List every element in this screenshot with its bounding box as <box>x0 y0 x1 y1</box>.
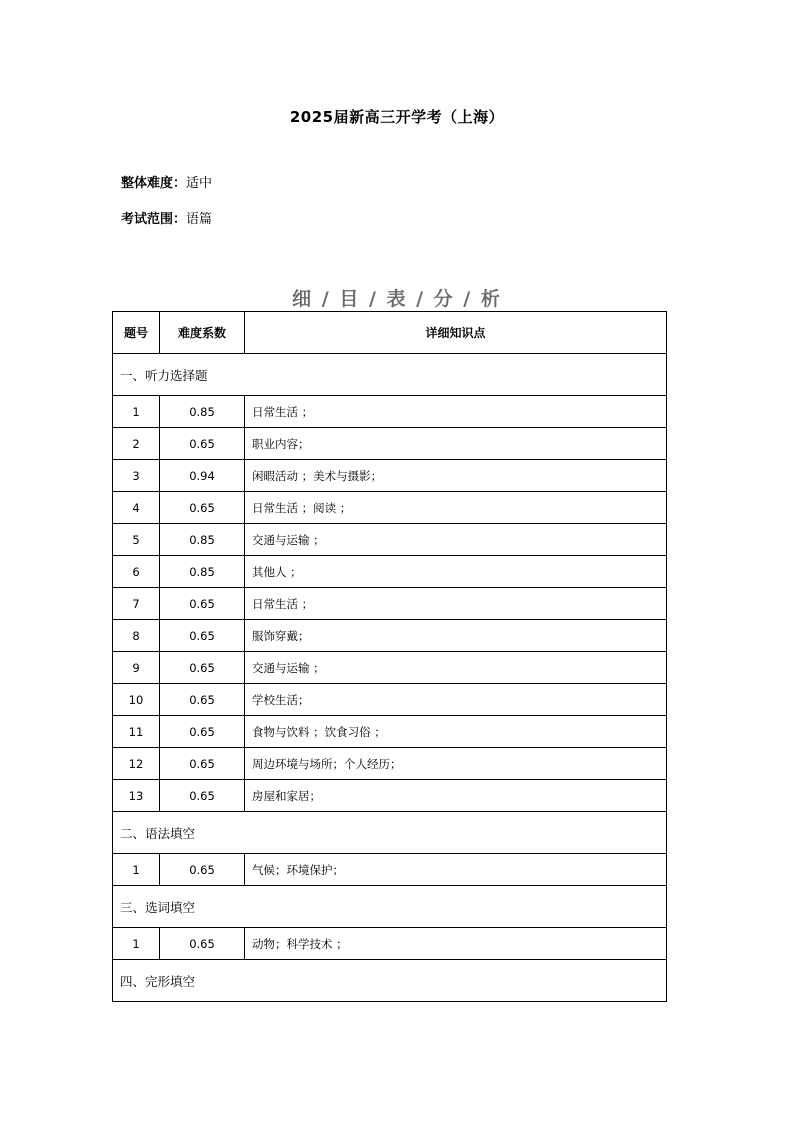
difficulty-coef-cell: 0.65 <box>160 854 245 886</box>
table-row <box>113 556 667 588</box>
knowledge-points-cell: 动物；科学技术 ； <box>245 928 667 960</box>
difficulty-value: 适中 <box>186 176 213 191</box>
table-title: 细 / 目 / 表 / 分 / 析 <box>292 288 502 310</box>
difficulty-coef-cell: 0.65 <box>160 928 245 960</box>
difficulty-coef-cell: 0.65 <box>160 588 245 620</box>
knowledge-points-cell: 日常生活 ； <box>245 588 667 620</box>
scope-value: 语篇 <box>186 212 213 227</box>
section-row <box>113 812 667 854</box>
knowledge-points-cell: 气候；环境保护； <box>245 854 667 886</box>
question-number-cell: 5 <box>113 524 160 556</box>
header-difficulty-coef: 难度系数 <box>160 312 245 354</box>
knowledge-points-cell: 日常生活 ；阅读 ； <box>245 492 667 524</box>
table-row <box>113 460 667 492</box>
header-question-no: 题号 <box>113 312 160 354</box>
difficulty-coef-cell: 0.94 <box>160 460 245 492</box>
difficulty-coef-cell: 0.85 <box>160 396 245 428</box>
table-row <box>113 684 667 716</box>
knowledge-points-cell: 学校生活； <box>245 684 667 716</box>
table-body <box>113 354 667 1002</box>
question-number-cell: 3 <box>113 460 160 492</box>
header-knowledge-points: 详细知识点 <box>245 312 667 354</box>
table-row <box>113 716 667 748</box>
table-row <box>113 854 667 886</box>
difficulty-coef-cell: 0.65 <box>160 748 245 780</box>
scope-label: 考试范围： <box>121 212 187 227</box>
knowledge-points-cell: 其他人 ； <box>245 556 667 588</box>
section-title: 一、听力选择题 <box>113 354 667 396</box>
question-number-cell: 11 <box>113 716 160 748</box>
knowledge-points-cell: 食物与饮料 ；饮食习俗 ； <box>245 716 667 748</box>
difficulty-coef-cell: 0.65 <box>160 684 245 716</box>
table-row <box>113 928 667 960</box>
section-title: 二、语法填空 <box>113 812 667 854</box>
analysis-table <box>112 311 667 1002</box>
difficulty-coef-cell: 0.65 <box>160 780 245 812</box>
knowledge-points-cell: 服饰穿戴； <box>245 620 667 652</box>
knowledge-points-cell: 房屋和家居； <box>245 780 667 812</box>
table-row <box>113 652 667 684</box>
section-row <box>113 354 667 396</box>
question-number-cell: 13 <box>113 780 160 812</box>
question-number-cell: 1 <box>113 396 160 428</box>
difficulty-coef-cell: 0.85 <box>160 524 245 556</box>
question-number-cell: 12 <box>113 748 160 780</box>
section-title: 四、完形填空 <box>113 960 667 1002</box>
knowledge-points-cell: 交通与运输 ； <box>245 652 667 684</box>
difficulty-coef-cell: 0.65 <box>160 428 245 460</box>
table-header-row <box>113 312 667 354</box>
table-row <box>113 524 667 556</box>
table-row <box>113 620 667 652</box>
section-row <box>113 960 667 1002</box>
exam-scope <box>121 208 212 227</box>
question-number-cell: 7 <box>113 588 160 620</box>
difficulty-coef-cell: 0.65 <box>160 492 245 524</box>
difficulty-coef-cell: 0.85 <box>160 556 245 588</box>
table-row <box>113 748 667 780</box>
question-number-cell: 2 <box>113 428 160 460</box>
question-number-cell: 10 <box>113 684 160 716</box>
question-number-cell: 9 <box>113 652 160 684</box>
difficulty-coef-cell: 0.65 <box>160 620 245 652</box>
knowledge-points-cell: 交通与运输 ； <box>245 524 667 556</box>
question-number-cell: 1 <box>113 928 160 960</box>
question-number-cell: 8 <box>113 620 160 652</box>
question-number-cell: 4 <box>113 492 160 524</box>
question-number-cell: 1 <box>113 854 160 886</box>
table-row <box>113 780 667 812</box>
section-title: 三、选词填空 <box>113 886 667 928</box>
difficulty-coef-cell: 0.65 <box>160 716 245 748</box>
table-row <box>113 588 667 620</box>
knowledge-points-cell: 闲暇活动 ；美术与摄影； <box>245 460 667 492</box>
table-row <box>113 492 667 524</box>
knowledge-points-cell: 职业内容； <box>245 428 667 460</box>
table-row <box>113 428 667 460</box>
difficulty-label: 整体难度： <box>121 176 187 191</box>
document-title: 2025届新高三开学考（上海） <box>289 108 505 126</box>
table-row <box>113 396 667 428</box>
knowledge-points-cell: 周边环境与场所；个人经历； <box>245 748 667 780</box>
overall-difficulty <box>121 172 212 191</box>
question-number-cell: 6 <box>113 556 160 588</box>
knowledge-points-cell: 日常生活 ； <box>245 396 667 428</box>
difficulty-coef-cell: 0.65 <box>160 652 245 684</box>
section-row <box>113 886 667 928</box>
